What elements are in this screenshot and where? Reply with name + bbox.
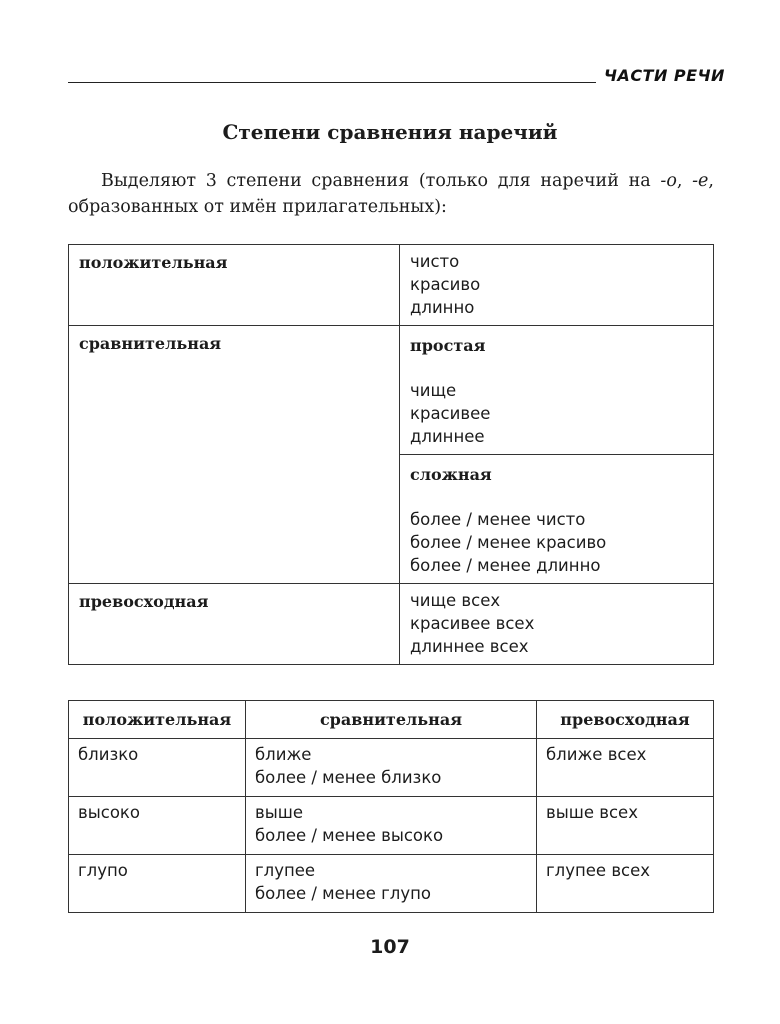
intro-ending-e: -е — [692, 171, 709, 191]
subheading-complex: сложная — [410, 465, 492, 484]
example: более / менее красиво — [410, 533, 607, 552]
degrees-table — [68, 244, 714, 665]
superlative-cell: глупее всех — [537, 855, 714, 913]
section-label: ЧАСТИ РЕЧИ — [604, 66, 725, 85]
header-rule — [68, 82, 596, 83]
intro-text-1: Выделяют 3 степени сравнения (только для наречий на — [101, 171, 661, 191]
degree-examples — [400, 245, 714, 326]
degree-examples — [400, 455, 714, 584]
intro-ending-o: -о — [660, 171, 677, 191]
example: чище всех — [410, 591, 501, 610]
table-row-comparative-simple — [69, 326, 714, 455]
positive-cell: близко — [69, 739, 246, 797]
example: длинно — [410, 298, 475, 317]
positive-cell: глупо — [69, 855, 246, 913]
table-row-positive — [69, 245, 714, 326]
example: длиннее — [410, 427, 485, 446]
degree-label: превосходная — [69, 584, 400, 665]
degree-examples — [400, 326, 714, 455]
degree-examples — [400, 584, 714, 665]
superlative-cell: выше всех — [537, 797, 714, 855]
table-row — [69, 739, 714, 797]
example: глупее — [255, 861, 316, 880]
intro-text-3: , образованных от имён прилагательных): — [68, 171, 714, 217]
column-header: сравнительная — [246, 701, 537, 739]
example: более / менее глупо — [255, 884, 431, 903]
intro-paragraph — [68, 168, 714, 220]
example: более / менее близко — [255, 768, 442, 787]
example: красиво — [410, 275, 481, 294]
subheading-simple: простая — [410, 336, 486, 355]
column-header: положительная — [69, 701, 246, 739]
degree-label: сравнительная — [69, 326, 400, 584]
comparative-cell — [246, 855, 537, 913]
examples-table — [68, 700, 714, 913]
comparative-cell — [246, 797, 537, 855]
example: выше — [255, 803, 304, 822]
table-header-row — [69, 701, 714, 739]
column-header: превосходная — [537, 701, 714, 739]
page-number: 107 — [370, 936, 410, 958]
example: чисто — [410, 252, 460, 271]
positive-cell: высоко — [69, 797, 246, 855]
table-row-superlative — [69, 584, 714, 665]
example: более / менее чисто — [410, 510, 586, 529]
example: ближе — [255, 745, 312, 764]
example: красивее всех — [410, 614, 535, 633]
table-row — [69, 797, 714, 855]
example: красивее — [410, 404, 491, 423]
example: более / менее высоко — [255, 826, 444, 845]
intro-text-2: , — [676, 171, 693, 191]
example: чище — [410, 381, 457, 400]
example: длиннее всех — [410, 637, 529, 656]
page-title: Степени сравнения наречий — [222, 120, 558, 144]
degree-label: положительная — [69, 245, 400, 326]
example: более / менее длинно — [410, 556, 601, 575]
superlative-cell: ближе всех — [537, 739, 714, 797]
comparative-cell — [246, 739, 537, 797]
table-row — [69, 855, 714, 913]
